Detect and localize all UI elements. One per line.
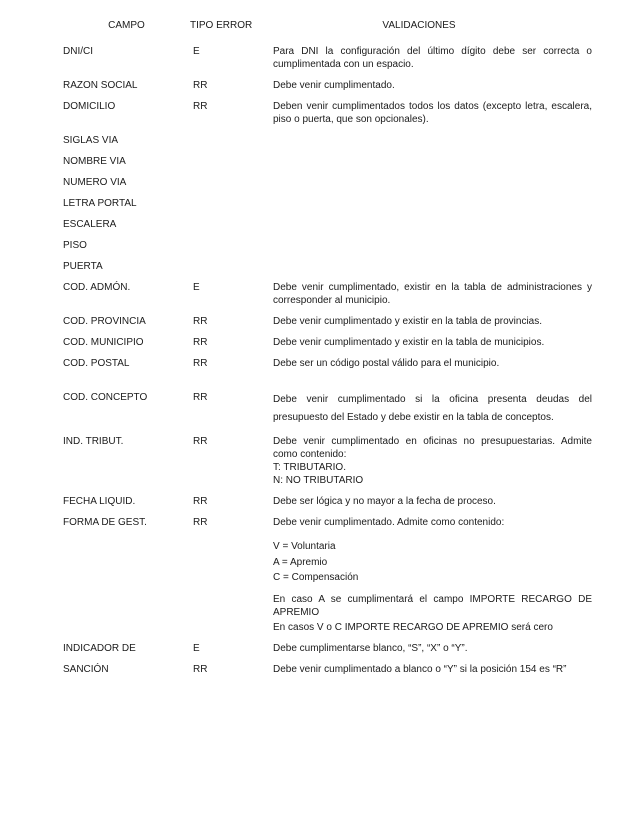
validation-paragraph: Debe venir cumplimentado y existir en la tabla de provincias.	[273, 316, 543, 327]
validation-paragraph: Debe venir cumplimentado, existir en la tabla de administraciones y corresponder al municipio.	[273, 282, 592, 306]
table-row	[63, 176, 592, 189]
table-row	[63, 336, 592, 349]
table-row	[63, 155, 592, 168]
field-name: DNI/CI	[63, 46, 93, 57]
table-row	[63, 391, 592, 427]
table-header	[63, 19, 592, 32]
error-type: RR	[193, 517, 208, 528]
validation-text	[273, 642, 592, 655]
error-type: RR	[193, 436, 208, 447]
table-row	[63, 197, 592, 210]
table-row	[63, 663, 592, 676]
table-row	[63, 281, 592, 307]
field-name: ESCALERA	[63, 219, 117, 230]
field-name: DOMICILIO	[63, 101, 116, 112]
table-row	[63, 100, 592, 126]
field-name: NUMERO VIA	[63, 177, 127, 188]
validation-text	[273, 315, 592, 328]
field-name: SANCIÓN	[63, 663, 109, 675]
field-name: SIGLAS VIA	[63, 135, 119, 146]
field-name: RAZON SOCIAL	[63, 80, 138, 91]
column-header-campo: CAMPO	[108, 20, 145, 31]
field-name: COD. MUNICIPIO	[63, 337, 144, 348]
field-name: COD. PROVINCIA	[63, 316, 146, 327]
error-type: RR	[193, 392, 208, 403]
error-type: RR	[193, 496, 208, 507]
validation-paragraph: Debe venir cumplimentado.	[273, 80, 395, 91]
validation-paragraph: Debe venir cumplimentado si la oficina presenta deudas del presupuesto del Estado y debe existir en la tabla de conceptos.	[273, 394, 592, 423]
field-name: LETRA PORTAL	[63, 198, 137, 209]
column-header-validaciones: VALIDACIONES	[382, 20, 456, 31]
validation-paragraph: Deben venir cumplimentados todos los datos (excepto letra, escalera, piso o puerta, que son opcionales).	[273, 101, 592, 125]
error-type: RR	[193, 358, 208, 369]
validation-paragraph: Para DNI la configuración del último dígito debe ser correcta o cumplimentada con un espacio.	[273, 46, 592, 70]
table-row	[63, 642, 592, 655]
error-type: RR	[193, 663, 208, 675]
validation-paragraph: V = Voluntaria A = Apremio C = Compensación	[273, 541, 359, 583]
validation-text	[273, 79, 592, 92]
field-name: COD. POSTAL	[63, 358, 130, 369]
field-name: FORMA DE GEST.	[63, 517, 147, 528]
field-name: PISO	[63, 240, 87, 251]
error-type: RR	[193, 80, 208, 91]
validation-paragraph: Debe venir cumplimentado. Admite como contenido:	[273, 517, 505, 528]
validation-text	[273, 100, 592, 126]
table-row	[63, 516, 592, 634]
error-type: RR	[193, 101, 208, 112]
validation-text	[273, 663, 592, 676]
validation-paragraph: En caso A se cumplimentará el campo IMPORTE RECARGO DE APREMIO	[273, 593, 592, 618]
table-row	[63, 239, 592, 252]
error-type: E	[193, 282, 200, 293]
table-row	[63, 357, 592, 370]
table-row	[63, 435, 592, 487]
validation-text	[273, 281, 592, 307]
field-name: NOMBRE VIA	[63, 156, 126, 167]
error-type: E	[193, 46, 200, 57]
error-type: E	[193, 642, 200, 654]
table-row	[63, 218, 592, 231]
table-row	[63, 315, 592, 328]
validation-text	[273, 391, 592, 427]
validation-paragraph: Debe ser un código postal válido para el municipio.	[273, 358, 500, 369]
table-row	[63, 79, 592, 92]
validation-paragraph: Debe cumplimentarse blanco, “S”, “X” o “Y”.	[273, 642, 468, 654]
column-header-tipo-error: TIPO ERROR	[190, 20, 253, 31]
field-name: INDICADOR DE	[63, 642, 136, 654]
validation-paragraph: T: TRIBUTARIO. N: NO TRIBUTARIO	[273, 462, 364, 486]
validation-text	[273, 435, 592, 487]
validation-paragraph: En casos V o C IMPORTE RECARGO DE APREMIO será cero	[273, 621, 553, 633]
table-row	[63, 495, 592, 508]
validation-paragraph: Debe venir cumplimentado a blanco o “Y” si la posición 154 es “R”	[273, 663, 567, 675]
validation-text	[273, 495, 592, 508]
validation-text	[273, 45, 592, 71]
field-name: PUERTA	[63, 261, 103, 272]
validation-paragraph: Debe venir cumplimentado en oficinas no presupuestarias. Admite como contenido:	[273, 436, 592, 460]
validation-text	[273, 336, 592, 349]
field-name: COD. ADMÓN.	[63, 282, 131, 293]
error-type: RR	[193, 337, 208, 348]
validation-text	[273, 357, 592, 370]
field-name: FECHA LIQUID.	[63, 496, 136, 507]
table-row	[63, 134, 592, 147]
field-name: COD. CONCEPTO	[63, 392, 148, 403]
validation-paragraph: Debe ser lógica y no mayor a la fecha de proceso.	[273, 496, 496, 507]
validation-text	[273, 516, 592, 634]
validation-table-body	[63, 45, 592, 676]
validation-paragraph: Debe venir cumplimentado y existir en la tabla de municipios.	[273, 337, 545, 348]
table-row	[63, 45, 592, 71]
error-type: RR	[193, 316, 208, 327]
field-name: IND. TRIBUT.	[63, 436, 124, 447]
table-row	[63, 260, 592, 273]
